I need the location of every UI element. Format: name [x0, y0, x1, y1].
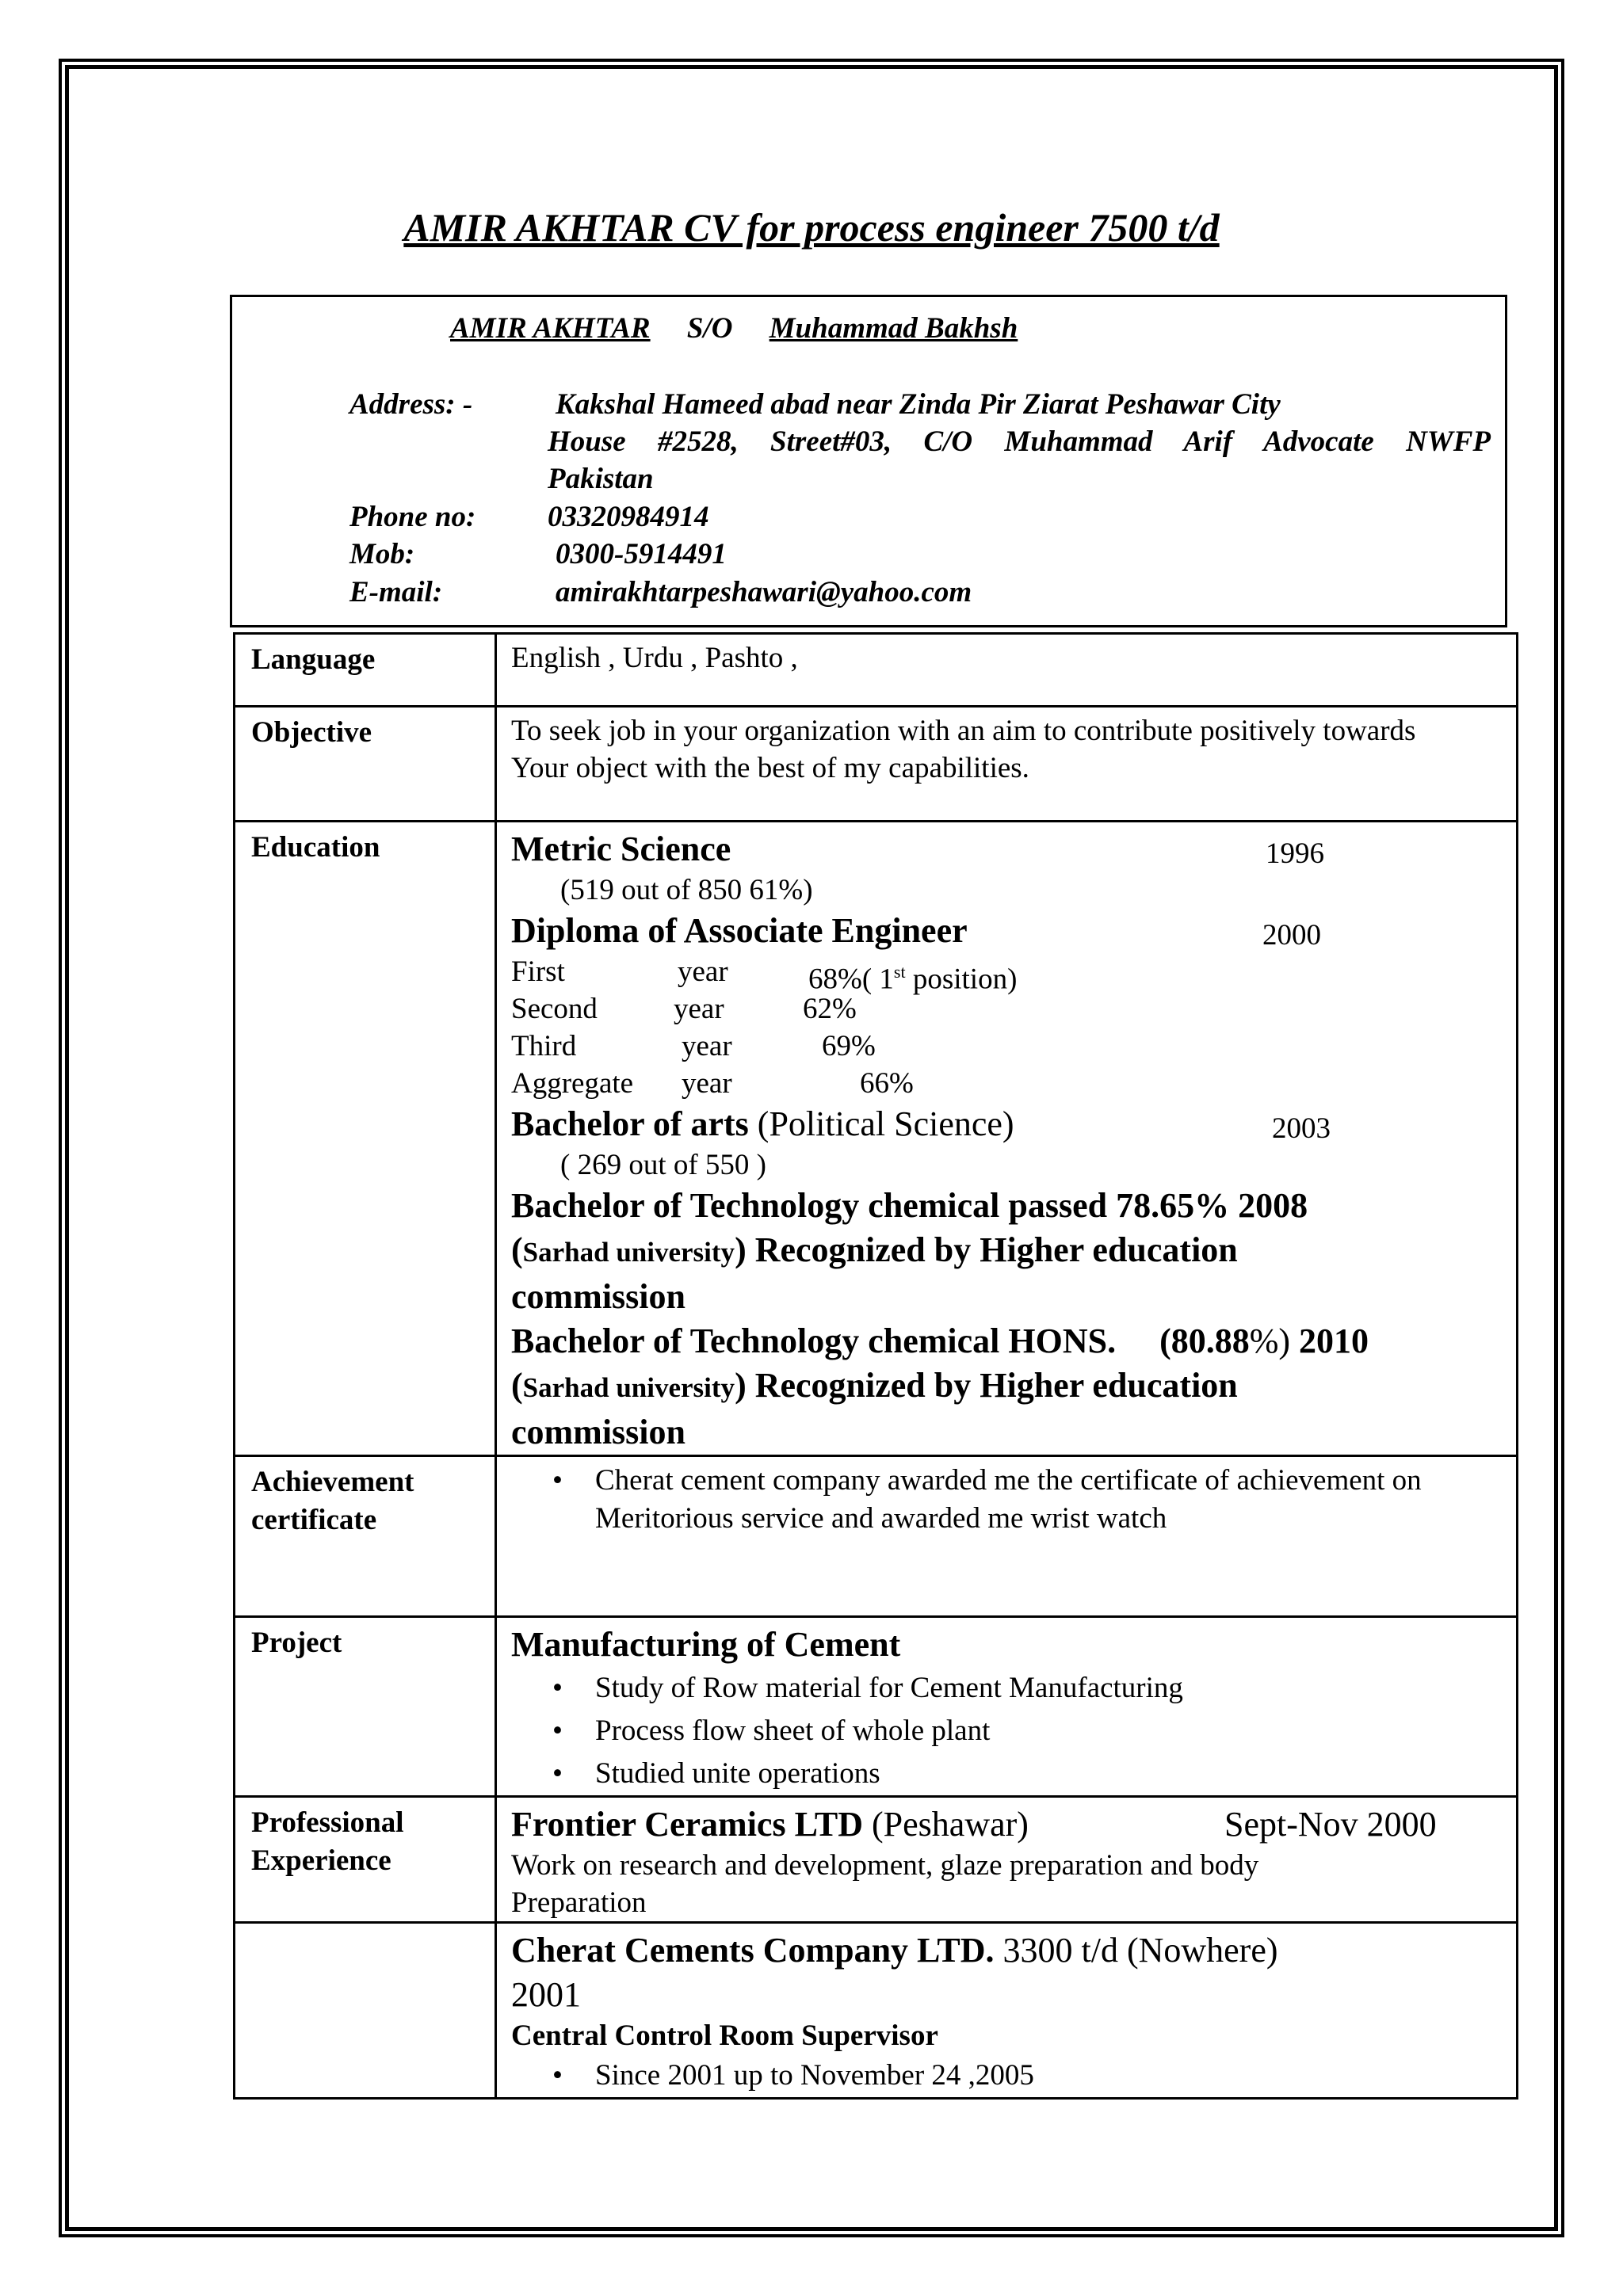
row-experience-2: [235, 1923, 1518, 2099]
year-word: year: [678, 955, 728, 988]
document-title: AMIR AKHTAR CV for process engineer 7500 t/d: [403, 205, 1220, 250]
achievement-list: [497, 1462, 1502, 1500]
ba-detail: ( 269 out of 550 ): [560, 1149, 766, 1181]
objective-label: Objective: [235, 707, 496, 822]
address-line-1: Kakshal Hameed abad near Zinda Pir Ziarat Peshawar City: [556, 388, 1281, 421]
experience-label-empty: [235, 1923, 496, 2099]
project-list: [497, 1667, 1516, 1795]
year-name: Third: [511, 1030, 577, 1062]
achievement-value: [496, 1456, 1518, 1617]
education-value: [496, 822, 1518, 1456]
phone-label: Phone no:: [349, 501, 476, 533]
project-heading: Manufacturing of Cement: [511, 1625, 901, 1664]
year-word: year: [674, 993, 724, 1025]
year-name: Second: [511, 993, 598, 1025]
year-row-3: [511, 1028, 1516, 1065]
objective-value: [496, 707, 1518, 822]
diploma-year: 2000: [1262, 919, 1321, 952]
year-name: First: [511, 955, 565, 988]
objective-line-2: Your object with the best of my capabilities.: [511, 752, 1029, 784]
project-label: Project: [235, 1617, 496, 1797]
project-item: • Studied unite operations: [497, 1753, 1516, 1795]
diploma-title: Diploma of Associate Engineer: [511, 911, 968, 950]
project-item: • Study of Row material for Cement Manufacturing: [497, 1667, 1516, 1710]
year-word: year: [682, 1067, 732, 1100]
mob-value: 0300-5914491: [556, 538, 727, 570]
cherat-item: • Since 2001 up to November 24 ,2005: [497, 2054, 1516, 2097]
ba-year: 2003: [1272, 1112, 1331, 1145]
btech2-university-line: (Sarhad university) Recognized by Higher education: [511, 1366, 1238, 1405]
objective-line-1: To seek job in your organization with an aim to contribute positively towards: [511, 715, 1416, 747]
year-percent: 66%: [860, 1067, 914, 1100]
metric-detail: (519 out of 850 61%): [560, 874, 813, 906]
address-line-3: Pakistan: [548, 463, 654, 495]
cherat-list: [497, 2054, 1516, 2097]
year-row-4: [511, 1065, 1516, 1102]
row-experience-1: [235, 1797, 1518, 1923]
experience-label: Professional Experience: [235, 1797, 496, 1923]
education-label: Education: [235, 822, 496, 1456]
ba-title: Bachelor of arts: [511, 1104, 749, 1143]
row-language: [235, 634, 1518, 707]
email-value[interactable]: amirakhtarpeshawari@yahoo.com: [556, 576, 972, 608]
row-objective: [235, 707, 1518, 822]
metric-title: Metric Science: [511, 830, 731, 868]
metric-year: 1996: [1266, 837, 1324, 870]
frontier-description: Work on research and development, glaze preparation and body Preparation: [511, 1849, 1259, 1919]
year-row-2: [511, 990, 1516, 1028]
row-project: [235, 1617, 1518, 1797]
experience-cherat: [496, 1923, 1518, 2099]
achievement-line-2: Meritorious service and awarded me wrist watch: [595, 1502, 1167, 1535]
btech1-heading: Bachelor of Technology chemical passed 78.65% 2008: [511, 1186, 1308, 1225]
year-word: year: [682, 1030, 732, 1062]
language-value: English , Urdu , Pashto ,: [496, 634, 1518, 707]
contact-header-box: [230, 295, 1507, 627]
achievement-label: Achievement certificate: [235, 1456, 496, 1617]
ba-heading: [511, 1102, 1516, 1146]
cherat-role: Central Control Room Supervisor: [511, 2019, 938, 2052]
project-item: • Process flow sheet of whole plant: [497, 1710, 1516, 1753]
year-row-1: [511, 953, 1516, 996]
project-value: [496, 1617, 1518, 1797]
frontier-dates: Sept-Nov 2000: [1224, 1805, 1437, 1844]
year-percent: 69%: [822, 1030, 876, 1062]
language-label: Language: [235, 634, 496, 707]
btech2-heading: Bachelor of Technology chemical HONS. (80.88%) 2010: [511, 1322, 1369, 1360]
btech2-commission: commission: [511, 1413, 685, 1451]
btech1-university-line: (Sarhad university) Recognized by Higher education: [511, 1230, 1238, 1269]
year-percent: 62%: [803, 993, 857, 1025]
row-education: [235, 822, 1518, 1456]
year-percent: 68%( 1st position): [808, 962, 1018, 996]
phone-value: 03320984914: [548, 501, 709, 533]
ba-subject: (Political Science): [748, 1104, 1014, 1143]
achievement-item: • Cherat cement company awarded me the certificate of achievement on: [497, 1462, 1502, 1500]
name-line: [450, 311, 1018, 345]
candidate-name: AMIR AKHTAR: [450, 312, 651, 345]
cv-table: [233, 632, 1518, 2100]
mob-label: Mob:: [349, 538, 415, 570]
experience-frontier: [496, 1797, 1518, 1923]
cherat-year: 2001: [511, 1975, 581, 2014]
father-name: Muhammad Bakhsh: [769, 312, 1018, 345]
row-achievement: [235, 1456, 1518, 1617]
address-line-2: House #2528, Street#03, C/O Muhammad Arif Advocate NWFP: [548, 425, 1491, 458]
year-name: Aggregate: [511, 1067, 634, 1100]
frontier-heading: Frontier Ceramics LTD (Peshawar) Sept-Nov 2000: [511, 1802, 1516, 1847]
address-label: Address: -: [349, 388, 473, 421]
email-label: E-mail:: [349, 576, 443, 608]
cherat-heading: Cherat Cements Company LTD. 3300 t/d (Nowhere): [511, 1931, 1278, 1970]
diploma-heading: [511, 909, 1516, 953]
son-of: S/O: [686, 312, 733, 345]
btech1-commission: commission: [511, 1277, 685, 1316]
metric-heading: [511, 827, 1516, 871]
